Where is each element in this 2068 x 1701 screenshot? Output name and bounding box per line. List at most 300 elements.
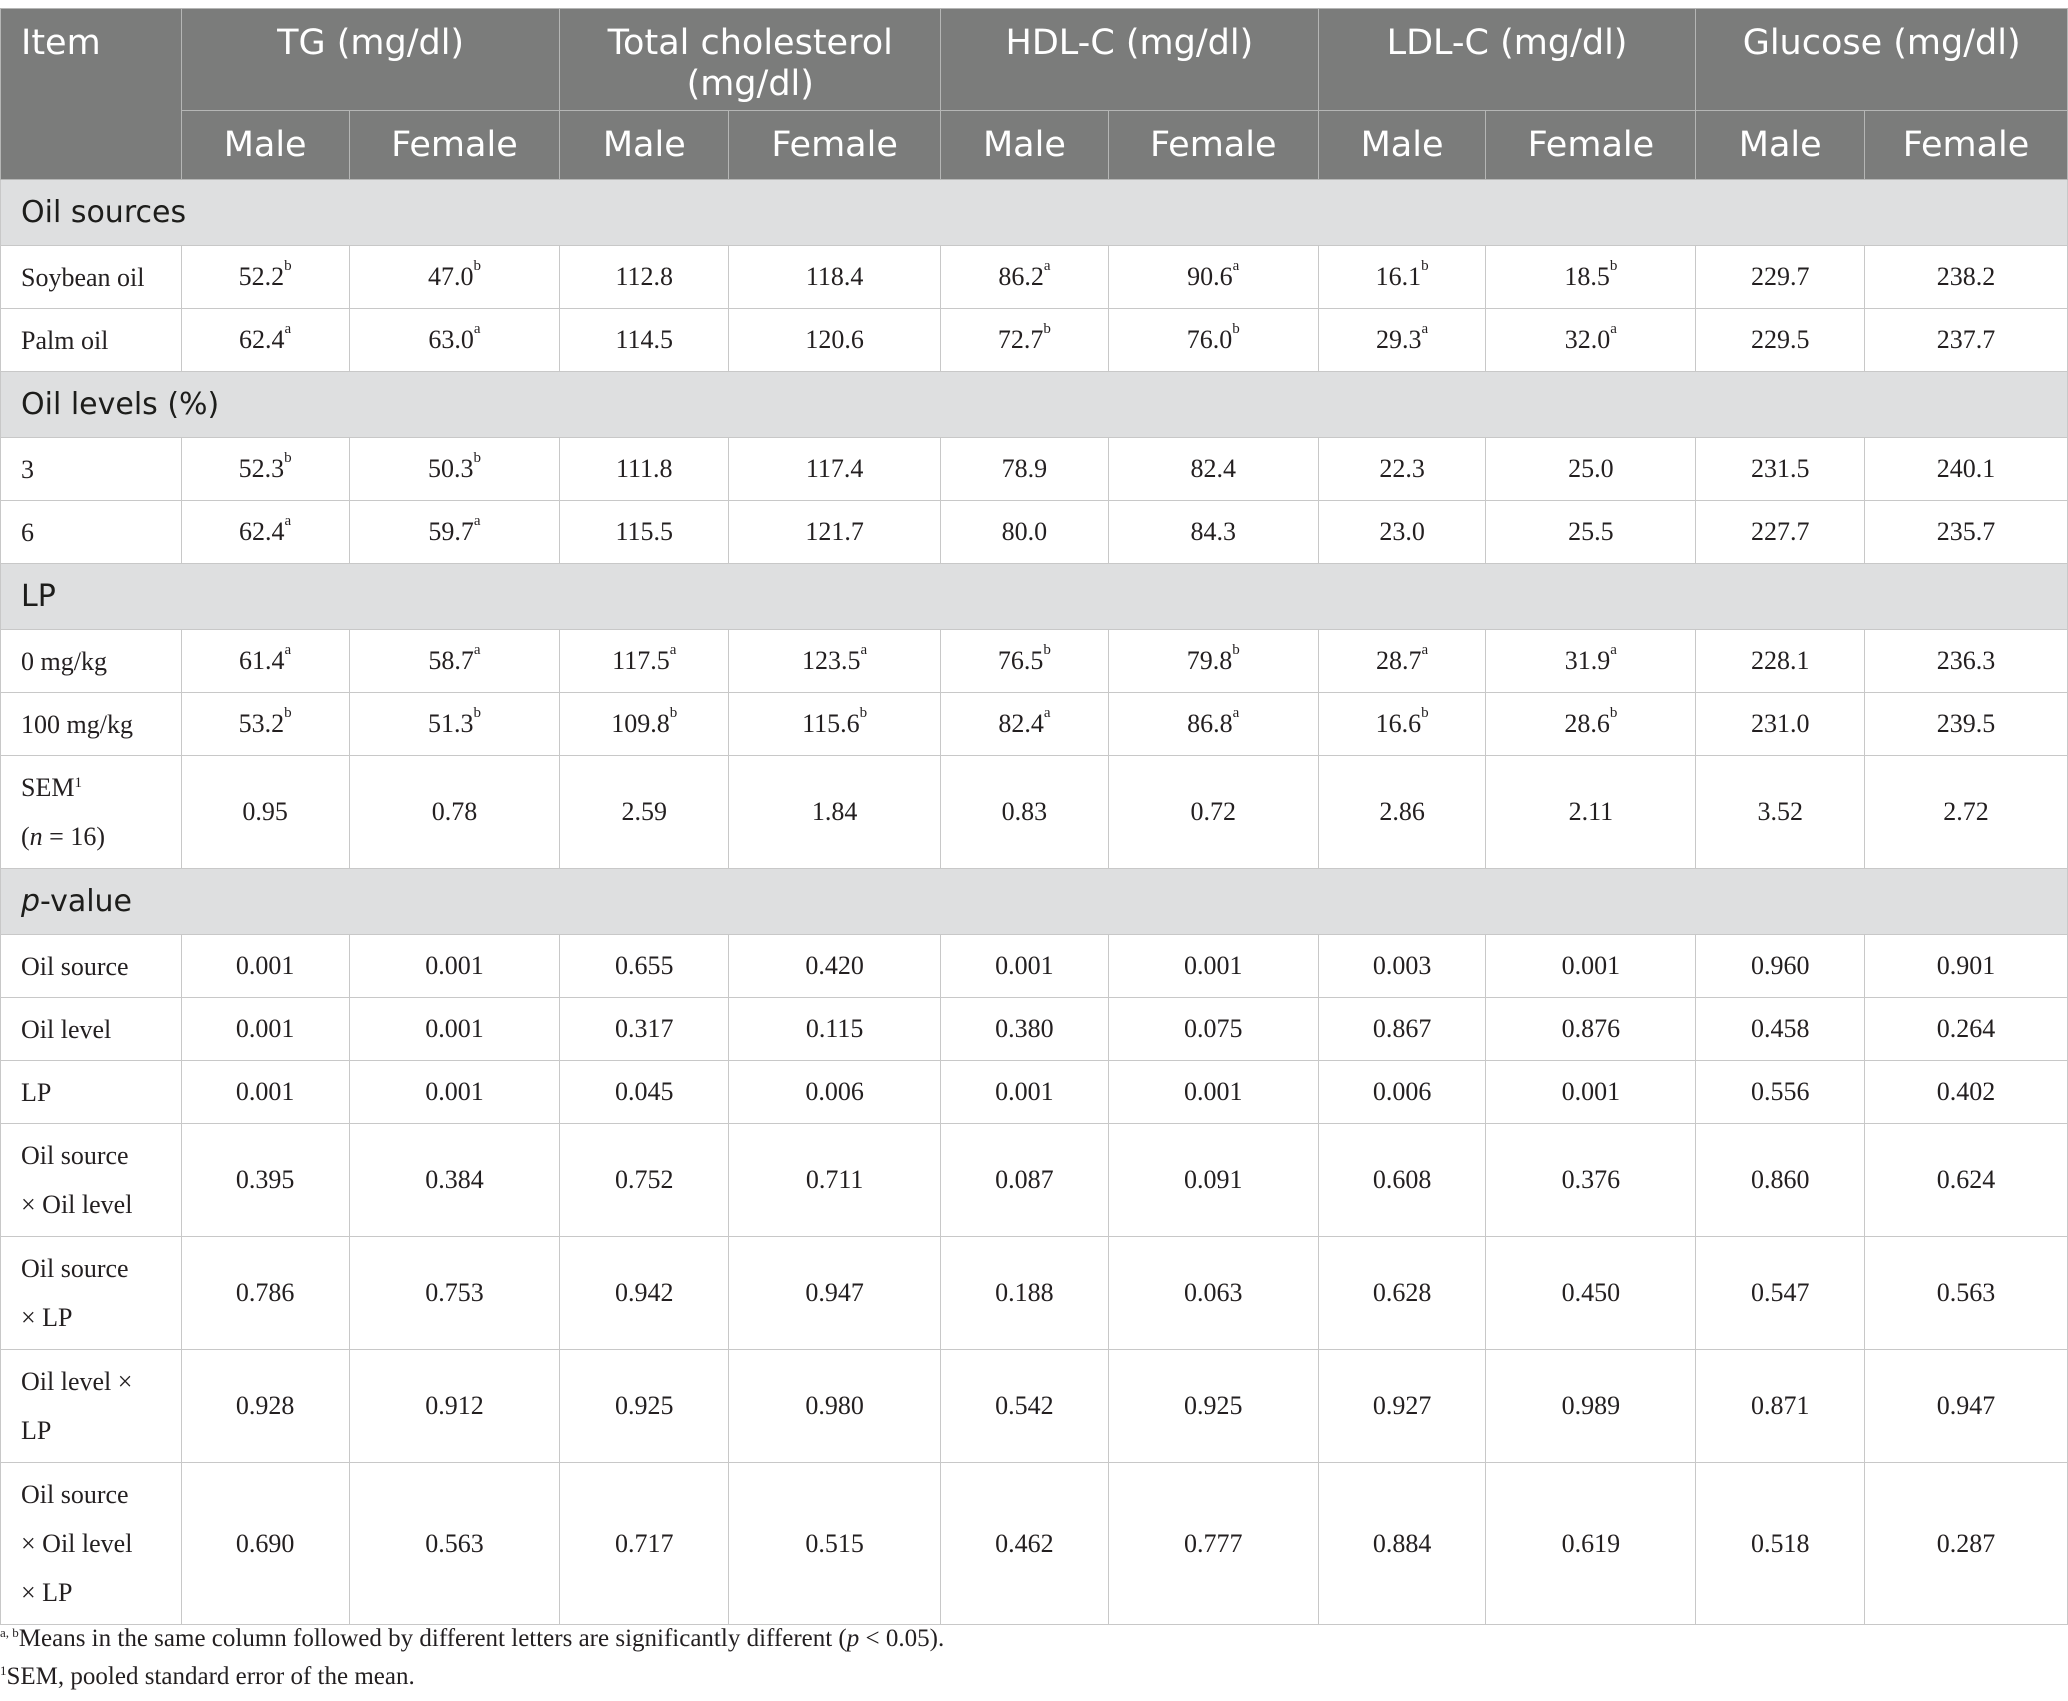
footnote-text: SEM, pooled standard error of the mean. [6,1663,415,1690]
cell-value: 0.884 [1372,1528,1432,1558]
cell-value: 240.1 [1936,454,1996,483]
cell-value: 117.4 [805,454,864,483]
cell-value: 0.753 [425,1278,484,1307]
table-cell [181,246,349,309]
header-male: Male [181,111,349,180]
table-cell [560,1237,729,1350]
table-cell [1486,1061,1696,1124]
cell-value: 0.876 [1561,1014,1621,1043]
row-label: 100 mg/kg [1,693,182,756]
table-cell [1486,438,1696,501]
cell-value: 0.556 [1750,1077,1810,1106]
cell-value: 62.4 [239,325,285,354]
cell-value: 0.420 [805,951,864,980]
cell-value: 31.9 [1564,646,1611,675]
table-cell [941,246,1109,309]
cell-value: 0.624 [1936,1165,1996,1194]
table-cell [1865,438,2068,501]
significance-letter: b [473,705,481,721]
table-row [1,998,2068,1061]
significance-letter: b [859,705,868,721]
header-item: Item [1,9,182,180]
cell-value: 90.6 [1187,262,1233,291]
table-row [1,246,2068,309]
row-label: SEM$^1$ (n = 16) [1,756,182,869]
significance-letter: a [1421,642,1429,658]
table-cell [1486,1124,1696,1237]
cell-value: 0.925 [1183,1391,1243,1420]
cell-value: 0.871 [1750,1391,1810,1420]
footnote-marker: 1 [0,1663,7,1678]
cell-value: 0.317 [615,1014,674,1043]
significance-letter: a [284,513,292,529]
table-cell [1108,1350,1318,1463]
cell-value: 0.001 [1561,1077,1621,1106]
table-cell [181,501,349,564]
cell-value: 0.518 [1750,1528,1810,1558]
cell-value: 0.091 [1183,1165,1243,1194]
cell-value: 109.8 [611,709,670,738]
cell-value: 82.4 [1190,454,1236,483]
cell-value: 3.52 [1757,797,1803,826]
table-cell [729,935,941,998]
cell-value: 0.655 [615,951,674,980]
table-cell [1318,630,1486,693]
significance-letter: a [473,513,481,529]
table-cell [1865,935,2068,998]
cell-value: 0.006 [805,1077,864,1106]
significance-letter: b [1609,705,1618,721]
table-row [1,1061,2068,1124]
table-cell [181,1463,349,1625]
cell-value: 0.402 [1936,1077,1996,1106]
cell-value: 0.001 [1561,951,1621,980]
row-label: LP [1,1061,182,1124]
cell-value: 123.5 [802,646,861,675]
significance-letter: a [1043,258,1051,274]
row-label: Oil level [1,998,182,1061]
row-label: Oil source × Oil level × LP [1,1463,182,1625]
cell-value: 121.7 [805,517,864,546]
cell-value: 114.5 [615,325,674,354]
table-cell [729,1463,941,1625]
table-cell [729,1124,941,1237]
cell-value: 78.9 [1001,454,1048,483]
row-label: Oil level × LP [1,1350,182,1463]
table-cell [1865,246,2068,309]
header-female: Female [349,111,560,180]
footnote-significance [0,1620,2068,1658]
table-cell [941,935,1109,998]
cell-value: 0.72 [1190,797,1236,826]
cell-value: 231.0 [1750,709,1810,738]
table-cell [181,1237,349,1350]
table-cell [729,309,941,372]
cell-value: 0.458 [1750,1014,1810,1043]
significance-letter: b [1232,321,1240,337]
table-row [1,1350,2068,1463]
table-cell [1318,935,1486,998]
table-row [1,1237,2068,1350]
table-cell [1108,630,1318,693]
section-title: LP [1,564,2068,630]
table-row [1,630,2068,693]
cell-value: 0.690 [235,1528,295,1558]
cell-value: 0.867 [1372,1014,1432,1043]
cell-value: 76.0 [1186,325,1233,354]
cell-value: 79.8 [1186,646,1233,675]
header-group-total-cholesterol: Total cholesterol (mg/dl) [560,9,941,111]
header-group-hdl-c: HDL-C (mg/dl) [941,9,1319,111]
cell-value: 229.5 [1750,325,1810,354]
cell-value: 115.6 [802,709,860,738]
row-label: Soybean oil [1,246,182,309]
table-cell [1108,246,1318,309]
table-cell [560,1463,729,1625]
table-cell [729,1350,941,1463]
cell-value: 0.619 [1561,1528,1621,1558]
header-male: Male [941,111,1109,180]
footnote-marker: 1 [74,775,82,791]
cell-value: 0.717 [615,1528,674,1558]
table-cell [1865,1350,2068,1463]
table-cell [1865,309,2068,372]
table-cell [1696,935,1865,998]
header-female: Female [1108,111,1318,180]
table-cell [1318,1350,1486,1463]
header-female: Female [1486,111,1696,180]
cell-value: 0.450 [1561,1278,1621,1307]
cell-value: 63.0 [428,325,474,354]
cell-value: 0.384 [425,1165,484,1194]
significance-letter: a [473,642,481,658]
cell-value: 62.4 [239,517,285,546]
table-cell [941,1350,1109,1463]
table-body [1,180,2068,1625]
table-cell [560,693,729,756]
cell-value: 29.3 [1375,325,1422,354]
table-cell [560,756,729,869]
table-cell [1696,756,1865,869]
cell-value: 47.0 [427,262,474,291]
table-cell [181,1061,349,1124]
cell-value: 2.72 [1943,797,1989,826]
table-cell [181,756,349,869]
significance-letter: b [1043,321,1051,337]
cell-value: 118.4 [805,262,864,291]
cell-value: 18.5 [1564,262,1610,291]
table-cell [1865,756,2068,869]
table-cell [349,1237,560,1350]
header-group-tg: TG (mg/dl) [181,9,560,111]
table-cell [729,1061,941,1124]
cell-value: 0.376 [1561,1165,1621,1194]
significance-letter: b [284,258,292,274]
cell-value: 0.045 [615,1077,674,1106]
table-cell [349,1124,560,1237]
cell-value: 0.547 [1750,1278,1810,1307]
cell-value: 0.063 [1183,1278,1243,1307]
results-table-container [0,8,2068,1625]
footnote-text: Means in the same column followed by different letters are significantly different ( [18,1625,847,1652]
cell-value: 61.4 [239,646,285,675]
cell-value: 2.11 [1568,797,1614,826]
cell-value: 0.901 [1936,951,1996,980]
row-label: 6 [1,501,182,564]
significance-letter: a [284,642,292,658]
cell-value: 0.075 [1183,1014,1243,1043]
cell-value: 0.928 [235,1391,295,1420]
cell-value: 0.006 [1372,1077,1432,1106]
table-cell [1318,998,1486,1061]
significance-letter: b [473,258,481,274]
significance-letter: a [669,642,677,658]
italic-n: n [29,822,43,851]
cell-value: 0.542 [995,1391,1054,1420]
table-cell [349,501,560,564]
table-cell [1865,1061,2068,1124]
cell-value: 0.188 [995,1278,1054,1307]
table-cell [1696,246,1865,309]
table-cell [1696,501,1865,564]
table-cell [349,998,560,1061]
table-cell [349,1463,560,1625]
table-cell [729,438,941,501]
table-cell [1865,998,2068,1061]
cell-value: 112.8 [615,262,674,291]
cell-value: 0.78 [431,797,478,826]
cell-value: 237.7 [1936,325,1996,354]
cell-value: 16.6 [1375,709,1422,738]
cell-value: 0.001 [425,1077,484,1106]
cell-value: 86.2 [998,262,1044,291]
header-group-ldl-c: LDL-C (mg/dl) [1318,9,1696,111]
table-cell [349,630,560,693]
table-cell [560,309,729,372]
header-male: Male [1696,111,1865,180]
table-cell [1108,1061,1318,1124]
cell-value: 22.3 [1379,454,1425,483]
section-title: p-value [1,869,2068,935]
cell-value: 0.912 [425,1391,484,1420]
table-cell [1318,246,1486,309]
table-cell [181,630,349,693]
significance-letter: b [1609,258,1618,274]
table-cell [349,309,560,372]
table-row [1,1124,2068,1237]
significance-letter: b [1232,642,1240,658]
cell-value: 0.947 [805,1278,864,1307]
table-row [1,1463,2068,1625]
row-label: 0 mg/kg [1,630,182,693]
section-title: Oil levels (%) [1,372,2068,438]
cell-value: 59.7 [428,517,474,546]
cell-value: 0.927 [1372,1391,1432,1420]
table-cell [1696,309,1865,372]
table-cell [1486,756,1696,869]
cell-value: 2.86 [1379,797,1425,826]
cell-value: 0.001 [235,951,295,980]
table-header [1,9,2068,180]
cell-value: 0.925 [615,1391,674,1420]
section-row [1,564,2068,630]
table-cell [1108,438,1318,501]
cell-value: 58.7 [428,646,474,675]
table-cell [941,438,1109,501]
cell-value: 0.115 [805,1014,864,1043]
cell-value: 0.462 [995,1528,1054,1558]
cell-value: 227.7 [1750,517,1810,546]
cell-value: 0.608 [1372,1165,1432,1194]
table-cell [729,630,941,693]
table-row [1,693,2068,756]
cell-value: 0.001 [1183,1077,1243,1106]
cell-value: 236.3 [1936,646,1996,675]
cell-value: 72.7 [997,325,1044,354]
cell-value: 28.7 [1375,646,1422,675]
table-row [1,501,2068,564]
table-cell [1108,309,1318,372]
section-title-italic: p [21,884,41,919]
cell-value: 0.287 [1936,1528,1996,1558]
table-cell [1486,935,1696,998]
table-cell [1696,1350,1865,1463]
table-cell [1108,1124,1318,1237]
table-cell [941,1237,1109,1350]
cell-value: 115.5 [615,517,674,546]
table-cell [1108,693,1318,756]
table-cell [1865,630,2068,693]
table-cell [1318,693,1486,756]
cell-value: 0.942 [615,1278,674,1307]
table-cell [1865,1124,2068,1237]
table-cell [1318,1237,1486,1350]
cell-value: 0.563 [425,1528,484,1558]
row-label: Oil source [1,935,182,998]
cell-value: 0.515 [805,1528,864,1558]
section-row [1,180,2068,246]
table-cell [1318,501,1486,564]
cell-value: 0.003 [1372,951,1432,980]
cell-value: 0.777 [1183,1528,1243,1558]
table-cell [560,1350,729,1463]
table-cell [560,246,729,309]
table-cell [1318,1124,1486,1237]
table-cell [349,935,560,998]
table-cell [729,998,941,1061]
significance-letter: a [1232,705,1240,721]
table-cell [1486,1237,1696,1350]
table-cell [729,693,941,756]
footnote-p-symbol: p [846,1625,860,1652]
cell-value: 228.1 [1750,646,1810,675]
row-label: Oil source × Oil level [1,1124,182,1237]
table-cell [941,1463,1109,1625]
table-cell [181,309,349,372]
table-cell [560,501,729,564]
cell-value: 0.001 [425,1014,484,1043]
table-cell [1318,309,1486,372]
significance-letter: a [1232,258,1240,274]
results-table [0,8,2068,1625]
significance-letter: a [473,321,481,337]
significance-letter: b [1043,642,1051,658]
table-cell [1865,1463,2068,1625]
cell-value: 28.6 [1564,709,1610,738]
table-cell [560,630,729,693]
cell-value: 0.960 [1750,951,1810,980]
row-label: Oil source × LP [1,1237,182,1350]
table-cell [1696,1463,1865,1625]
cell-value: 25.5 [1568,517,1614,546]
cell-value: 52.3 [238,454,285,483]
table-cell [349,756,560,869]
cell-value: 0.83 [1001,797,1048,826]
cell-value: 84.3 [1190,517,1236,546]
significance-letter: b [284,450,292,466]
cell-value: 0.860 [1750,1165,1810,1194]
significance-letter: a [1421,321,1429,337]
table-cell [1486,1463,1696,1625]
header-male: Male [560,111,729,180]
table-cell [1318,1061,1486,1124]
cell-value: 0.95 [242,797,288,826]
table-cell [1696,998,1865,1061]
section-row [1,869,2068,935]
table-row [1,309,2068,372]
table-cell [349,693,560,756]
significance-letter: a [1610,321,1617,337]
cell-value: 0.947 [1936,1391,1996,1420]
table-cell [181,1350,349,1463]
header-row-groups [1,9,2068,111]
table-cell [1108,935,1318,998]
cell-value: 16.1 [1375,262,1422,291]
table-cell [1318,1463,1486,1625]
table-cell [1696,1061,1865,1124]
table-cell [1486,630,1696,693]
cell-value: 0.001 [995,1077,1054,1106]
table-cell [941,693,1109,756]
table-cell [1486,998,1696,1061]
table-cell [349,1061,560,1124]
significance-letter: b [473,450,481,466]
table-cell [941,756,1109,869]
cell-value: 0.980 [805,1391,864,1420]
table-cell [941,998,1109,1061]
table-cell [941,501,1109,564]
table-cell [349,246,560,309]
cell-value: 52.2 [238,262,285,291]
table-cell [349,1350,560,1463]
cell-value: 229.7 [1750,262,1810,291]
table-cell [1108,501,1318,564]
table-cell [560,998,729,1061]
cell-value: 0.563 [1936,1278,1996,1307]
cell-value: 80.0 [1001,517,1048,546]
table-cell [181,935,349,998]
cell-value: 0.001 [1183,951,1243,980]
cell-value: 0.752 [615,1165,674,1194]
cell-value: 53.2 [238,709,285,738]
table-cell [1108,1237,1318,1350]
cell-value: 231.5 [1750,454,1810,483]
cell-value: 32.0 [1564,325,1611,354]
significance-letter: a [284,321,292,337]
header-female: Female [1865,111,2068,180]
table-cell [1318,438,1486,501]
cell-value: 0.711 [805,1165,864,1194]
